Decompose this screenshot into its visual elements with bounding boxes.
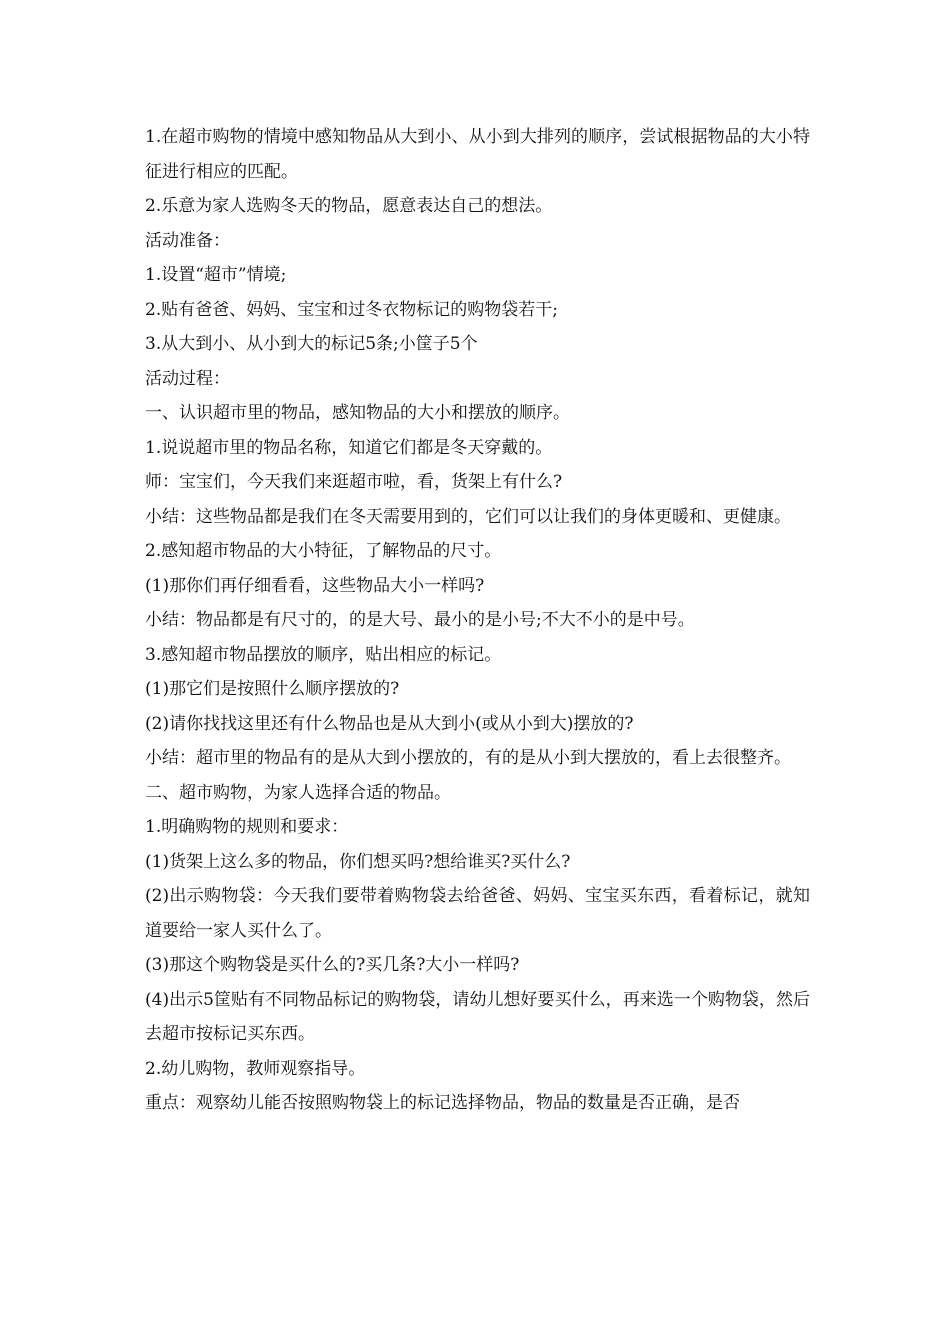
paragraph-summary-3: 小结：超市里的物品有的是从大到小摆放的，有的是从小到大摆放的，看上去很整齐。: [145, 748, 791, 768]
heading-preparation: 活动准备：: [145, 230, 230, 251]
paragraph-question-2-1-2: (2)出示购物袋：今天我们要带着购物袋去给爸爸、妈妈、宝宝买东西，看着标记，就知道要给一家人买什么了。: [145, 886, 810, 941]
paragraph-key-point: 重点：观察幼儿能否按照购物袋上的标记选择物品，物品的数量是否正确，是否: [145, 1093, 740, 1113]
paragraph-step-1-3: 3.感知超市物品摆放的顺序，贴出相应的标记。: [145, 644, 502, 665]
section-heading-2: 二、超市购物，为家人选择合适的物品。: [145, 782, 451, 803]
paragraph-question-2-1-1: (1)货架上这么多的物品，你们想买吗?想给谁买?买什么?: [145, 851, 571, 872]
paragraph-question-2-1-3: (3)那这个购物袋是买什么的?买几条?大小一样吗?: [145, 955, 520, 975]
paragraph-summary-2: 小结：物品都是有尺寸的，的是大号、最小的是小号;不大不小的是中号。: [145, 610, 695, 630]
paragraph-step-1-2: 2.感知超市物品的大小特征，了解物品的尺寸。: [145, 541, 502, 561]
paragraph-objective-1: 1.在超市购物的情境中感知物品从大到小、从小到大排列的顺序，尝试根据物品的大小特征进行相应的匹配。: [145, 127, 810, 182]
paragraph-teacher-line: 师：宝宝们，今天我们来逛超市啦，看，货架上有什么?: [145, 472, 563, 492]
paragraph-question-2-1-4: (4)出示5筐贴有不同物品标记的购物袋，请幼儿想好要买什么，再来选一个购物袋，然后去超市按标记买东西。: [145, 989, 810, 1044]
heading-process: 活动过程：: [145, 368, 230, 389]
paragraph-step-1-1: 1.说说超市里的物品名称，知道它们都是冬天穿戴的。: [145, 437, 553, 458]
paragraph-prep-3: 3.从大到小、从小到大的标记5条;小筐子5个: [145, 334, 478, 354]
paragraph-question-1-3-1: (1)那它们是按照什么顺序摆放的?: [145, 679, 400, 699]
section-heading-1: 一、认识超市里的物品，感知物品的大小和摆放的顺序。: [145, 403, 570, 423]
paragraph-prep-1: 1.设置“超市”情境;: [145, 265, 287, 285]
document-body: [145, 120, 810, 1121]
paragraph-summary-1: 小结：这些物品都是我们在冬天需要用到的，它们可以让我们的身体更暖和、更健康。: [145, 506, 791, 527]
paragraph-question-1-2-1: (1)那你们再仔细看看，这些物品大小一样吗?: [145, 575, 485, 596]
paragraph-question-1-3-2: (2)请你找找这里还有什么物品也是从大到小(或从小到大)摆放的?: [145, 713, 634, 734]
paragraph-prep-2: 2.贴有爸爸、妈妈、宝宝和过冬衣物标记的购物袋若干;: [145, 299, 558, 320]
paragraph-step-2-2: 2.幼儿购物，教师观察指导。: [145, 1058, 366, 1079]
paragraph-objective-2: 2.乐意为家人选购冬天的物品，愿意表达自己的想法。: [145, 196, 553, 216]
paragraph-step-2-1: 1.明确购物的规则和要求：: [145, 817, 349, 837]
